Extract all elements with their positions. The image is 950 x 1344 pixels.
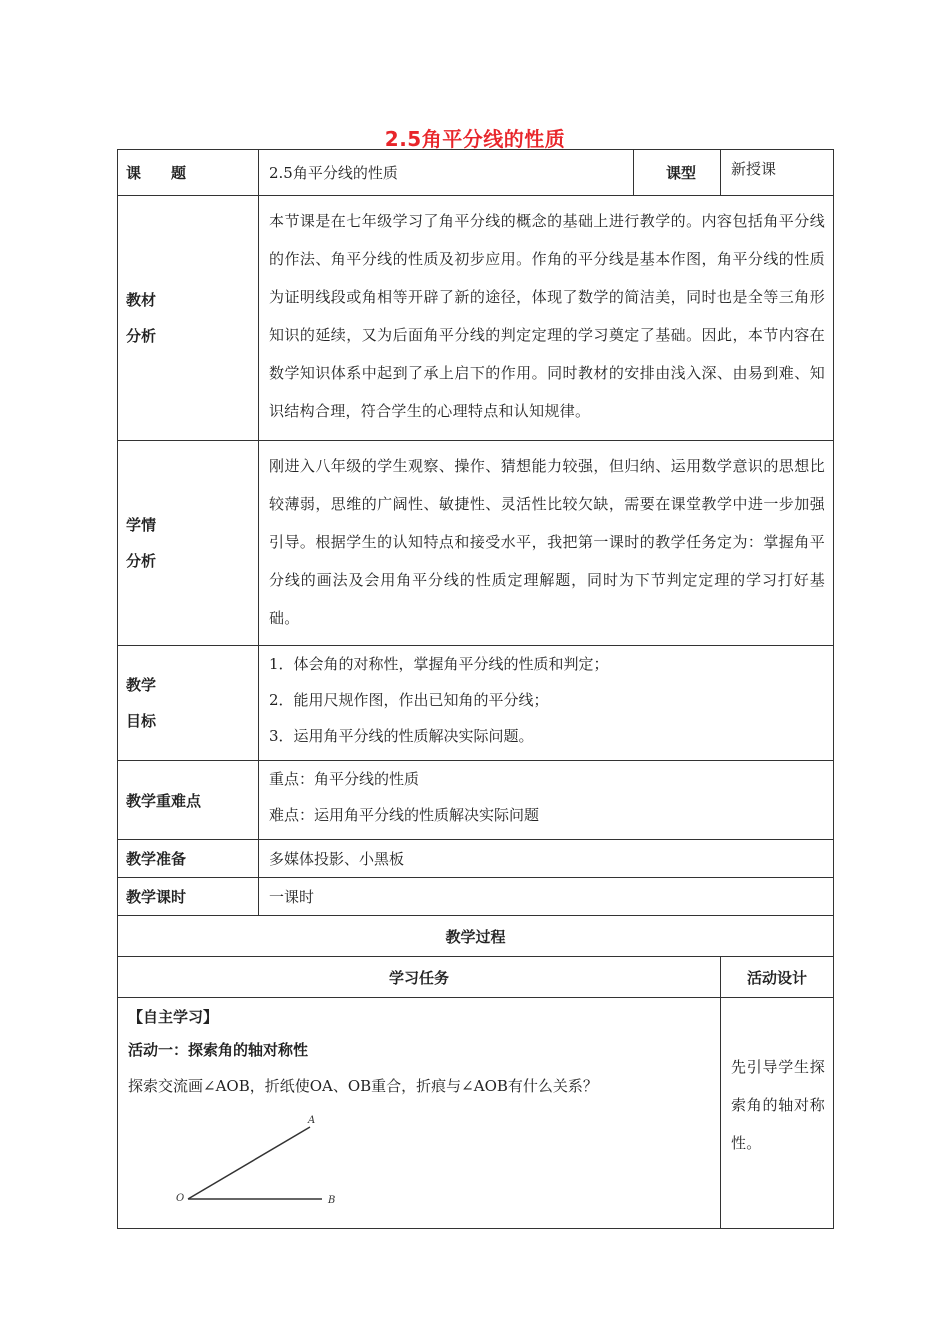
point-b-label: B [328,1195,336,1206]
type-label: 课型 [634,150,721,196]
objectives-label-line1: 教学 [126,676,157,694]
point-o-label: O [176,1193,185,1204]
task-cell [118,998,721,1229]
hours-label: 教学课时 [118,878,259,916]
objective-item: 1．体会角的对称性，掌握角平分线的性质和判定； [269,655,609,673]
process-heading: 教学过程 [118,916,834,957]
design-column-header: 活动设计 [721,957,834,998]
lesson-plan-table [117,149,834,1229]
angle-figure [164,1106,464,1216]
design-text: 先引导学生探索角的轴对称性。 [721,998,834,1229]
topic-value: 2.5角平分线的性质 [259,150,634,196]
objectives-label [118,646,259,761]
key-points-label: 教学重难点 [118,761,259,840]
point-a-label: A [308,1115,316,1126]
material-label-line2: 分析 [126,327,157,345]
important-point: 重点：角平分线的性质 [269,770,420,788]
student-label-line1: 学情 [126,516,157,534]
activity-title: 活动一：探索角的轴对称性 [128,1041,309,1059]
preparation-value: 多媒体投影、小黑板 [259,840,834,878]
material-analysis-text: 本节课是在七年级学习了角平分线的概念的基础上进行教学的。内容包括角平分线的作法、角平分线的性质及初步应用。作角的平分线是基本作图，角平分线的性质为证明线段或角相等开辟了新的途径，体现了数学的简洁美，同时也是全等三角形知识的延续，又为后面角平分线的判定定理的学习奠定了基础。因此，本节内容在数学知识体系中起到了承上启下的作用。同时教材的安排由浅入深、由易到难、知识结构合理，符合学生的心理特点和认知规律。 [259,196,834,441]
objective-item: 3．运用角平分线的性质解决实际问题。 [269,727,534,745]
objectives-label-line2: 目标 [126,712,157,730]
activity-question: 探索交流画∠AOB，折纸使OA、OB重合，折痕与∠AOB有什么关系？ [128,1077,598,1095]
task-column-header: 学习任务 [118,957,721,998]
student-label-line2: 分析 [126,552,157,570]
preparation-label: 教学准备 [118,840,259,878]
material-analysis-label [118,196,259,441]
difficult-point: 难点：运用角平分线的性质解决实际问题 [269,806,540,824]
section-title: 【自主学习】 [128,1008,219,1026]
ray-oa [188,1127,310,1199]
hours-value: 一课时 [259,878,834,916]
topic-label: 课 题 [118,150,259,196]
student-analysis-text: 刚进入八年级的学生观察、操作、猜想能力较强，但归纳、运用数学意识的思想比较薄弱，思维的广阔性、敏捷性、灵活性比较欠缺，需要在课堂教学中进一步加强引导。根据学生的认知特点和接受水平，我把第一课时的教学任务定为：掌握角平分线的画法及会用角平分线的性质定理解题，同时为下节判定定理的学习打好基础。 [259,441,834,646]
material-label-line1: 教材 [126,291,157,309]
key-points [259,761,834,840]
type-value: 新授课 [721,150,834,196]
objectives-list [259,646,834,761]
page-title: 2.5角平分线的性质 [384,127,566,151]
objective-item: 2．能用尺规作图，作出已知角的平分线； [269,691,549,709]
student-analysis-label [118,441,259,646]
